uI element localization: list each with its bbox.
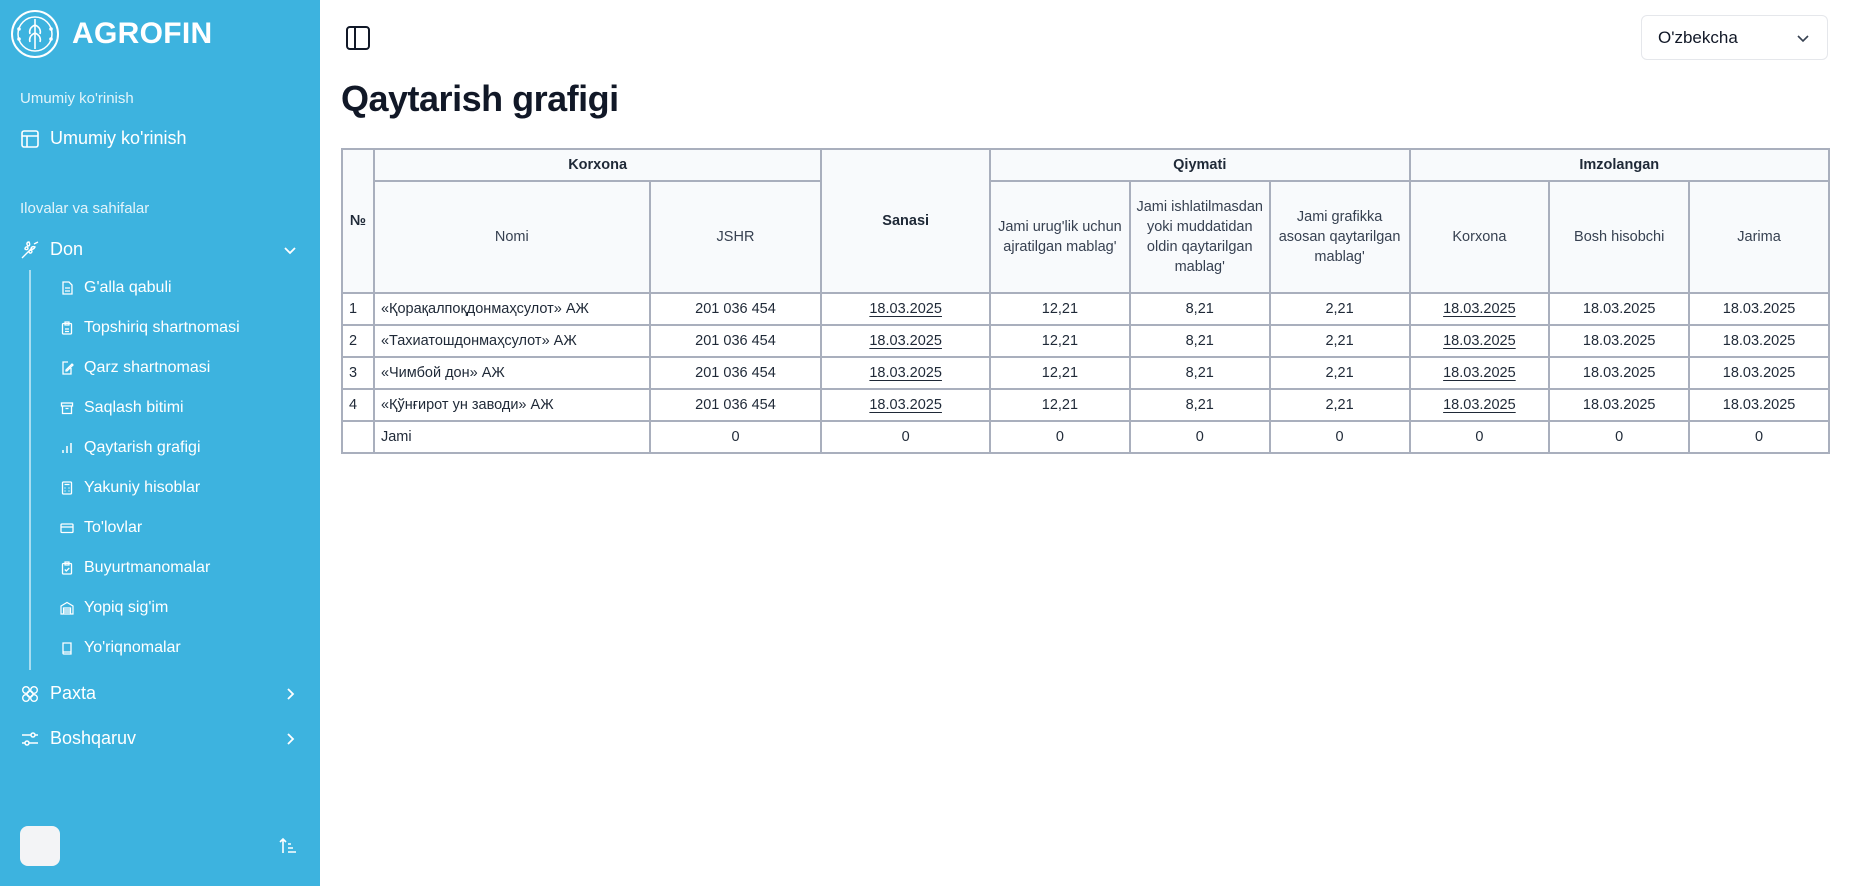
sidebar-item-label: Umumiy ko'rinish <box>50 128 187 148</box>
signed-link[interactable]: 18.03.2025 <box>1443 333 1516 349</box>
archive-icon <box>60 401 74 415</box>
cell-q3: 2,21 <box>1270 325 1410 357</box>
wheat-icon <box>20 240 40 260</box>
date-link[interactable]: 18.03.2025 <box>869 365 942 381</box>
header-i1: Korxona <box>1410 181 1550 293</box>
cell-jshr: 201 036 454 <box>650 325 822 357</box>
credit-card-icon <box>60 521 74 535</box>
sidebar-item-label: Topshiriq shartnomasi <box>84 319 240 336</box>
sidebar-item-yakuniy[interactable] <box>60 479 200 497</box>
submenu-line <box>29 270 31 670</box>
section-label-apps: Ilovalar va sahifalar <box>20 200 150 217</box>
cell-name: «Қорақалпоқдонмаҳсулот» АЖ <box>374 293 650 325</box>
signed-link[interactable]: 18.03.2025 <box>1443 301 1516 317</box>
file-edit-icon <box>60 361 74 375</box>
cell-num: 4 <box>342 389 374 421</box>
sidebar-item-tolovlar[interactable] <box>60 519 142 537</box>
cell-q3: 2,21 <box>1270 389 1410 421</box>
cell-date[interactable] <box>821 389 990 421</box>
sidebar-toggle-icon[interactable] <box>344 24 372 52</box>
cell-jshr: 201 036 454 <box>650 293 822 325</box>
cell-jshr: 201 036 454 <box>650 389 822 421</box>
cell-num: 2 <box>342 325 374 357</box>
cell-name: «Тахиатошдонмаҳсулот» АЖ <box>374 325 650 357</box>
sidebar-item-topshiriq[interactable] <box>60 319 240 337</box>
cotton-icon <box>20 684 40 704</box>
cell-num: 1 <box>342 293 374 325</box>
warehouse-icon <box>60 601 74 615</box>
cell-q1: 12,21 <box>990 293 1130 325</box>
cell-q1: 12,21 <box>990 357 1130 389</box>
sidebar-item-label: Saqlash bitimi <box>84 399 184 416</box>
header-q2: Jami ishlatilmasdan yoki muddatidan oldin qaytarilgan mablag' <box>1130 181 1270 293</box>
header-qiymati-group: Qiymati <box>990 149 1409 181</box>
chevron-right-icon <box>282 731 298 747</box>
schedule-table <box>341 148 1830 454</box>
cell-i2: 18.03.2025 <box>1549 357 1689 389</box>
calculator-icon <box>60 481 74 495</box>
cell-i1[interactable] <box>1410 325 1550 357</box>
cell-name: «Чимбой дон» АЖ <box>374 357 650 389</box>
date-link[interactable]: 18.03.2025 <box>869 333 942 349</box>
sidebar-item-label: Paxta <box>50 683 97 703</box>
total-i1: 0 <box>1410 421 1550 453</box>
header-jshr: JSHR <box>650 181 822 293</box>
sidebar <box>0 0 320 886</box>
total-row <box>342 421 1829 453</box>
total-q2: 0 <box>1130 421 1270 453</box>
clipboard-icon <box>60 321 74 335</box>
sidebar-item-label: Boshqaruv <box>50 728 137 748</box>
cell-q3: 2,21 <box>1270 293 1410 325</box>
date-link[interactable]: 18.03.2025 <box>869 397 942 413</box>
cell-i3: 18.03.2025 <box>1689 389 1829 421</box>
cell-i3: 18.03.2025 <box>1689 357 1829 389</box>
total-i3: 0 <box>1689 421 1829 453</box>
total-date: 0 <box>821 421 990 453</box>
cell-q2: 8,21 <box>1130 389 1270 421</box>
header-q3: Jami grafikka asosan qaytarilgan mablag' <box>1270 181 1410 293</box>
sidebar-item-buyurtmanomalar[interactable] <box>60 559 210 577</box>
signed-link[interactable]: 18.03.2025 <box>1443 365 1516 381</box>
total-i2: 0 <box>1549 421 1689 453</box>
header-i3: Jarima <box>1689 181 1829 293</box>
chevron-right-icon <box>282 686 298 702</box>
header-sanasi: Sanasi <box>821 149 990 293</box>
clipboard-check-icon <box>60 561 74 575</box>
cell-i2: 18.03.2025 <box>1549 389 1689 421</box>
sidebar-item-paxta[interactable] <box>20 683 300 704</box>
signed-link[interactable]: 18.03.2025 <box>1443 397 1516 413</box>
cell-date[interactable] <box>821 293 990 325</box>
cell-q1: 12,21 <box>990 325 1130 357</box>
avatar[interactable] <box>20 826 60 866</box>
sidebar-item-overview[interactable] <box>20 128 186 149</box>
layout-icon <box>20 129 40 149</box>
header-i2: Bosh hisobchi <box>1549 181 1689 293</box>
total-q1: 0 <box>990 421 1130 453</box>
sidebar-item-label: Yakuniy hisoblar <box>84 479 201 496</box>
cell-name: «Қўнғирот ун заводи» АЖ <box>374 389 650 421</box>
cell-i2: 18.03.2025 <box>1549 293 1689 325</box>
cell-i1[interactable] <box>1410 389 1550 421</box>
sidebar-item-boshqaruv[interactable] <box>20 728 300 749</box>
cell-q2: 8,21 <box>1130 357 1270 389</box>
cell-i2: 18.03.2025 <box>1549 325 1689 357</box>
cell-q2: 8,21 <box>1130 325 1270 357</box>
total-label: Jami <box>374 421 650 453</box>
cell-q2: 8,21 <box>1130 293 1270 325</box>
total-q3: 0 <box>1270 421 1410 453</box>
cell-jshr: 201 036 454 <box>650 357 822 389</box>
date-link[interactable]: 18.03.2025 <box>869 301 942 317</box>
sidebar-item-label: Buyurtmanomalar <box>84 559 211 576</box>
book-icon <box>60 641 74 655</box>
cell-i1[interactable] <box>1410 357 1550 389</box>
chevron-down-icon <box>282 242 298 258</box>
table-row <box>342 357 1829 389</box>
language-select[interactable] <box>1641 15 1828 60</box>
cell-date[interactable] <box>821 325 990 357</box>
header-q1: Jami urug'lik uchun ajratilgan mablag' <box>990 181 1130 293</box>
cell-q1: 12,21 <box>990 389 1130 421</box>
table-row <box>342 325 1829 357</box>
header-imzolangan-group: Imzolangan <box>1410 149 1830 181</box>
sidebar-item-qarz[interactable] <box>60 359 210 377</box>
page-title: Qaytarish grafigi <box>341 78 619 119</box>
sliders-icon <box>20 729 40 749</box>
cell-i3: 18.03.2025 <box>1689 325 1829 357</box>
sidebar-item-label: To'lovlar <box>84 519 143 536</box>
sidebar-item-label: Qarz shartnomasi <box>84 359 211 376</box>
sidebar-item-don[interactable] <box>20 239 300 260</box>
document-icon <box>60 281 74 295</box>
brand-name: AGROFIN <box>72 17 213 50</box>
total-jshr: 0 <box>650 421 822 453</box>
language-value: O'zbekcha <box>1658 27 1738 47</box>
cell-i1[interactable] <box>1410 293 1550 325</box>
cell-q3: 2,21 <box>1270 357 1410 389</box>
header-nomi: Nomi <box>374 181 650 293</box>
sidebar-item-label: Yopiq sig'im <box>84 599 169 616</box>
sidebar-item-label: Don <box>50 239 84 259</box>
cell-num <box>342 421 374 453</box>
cell-num: 3 <box>342 357 374 389</box>
header-num: № <box>342 149 374 293</box>
sort-ascending-icon[interactable] <box>278 836 298 856</box>
sidebar-item-galla-qabuli[interactable] <box>60 279 172 297</box>
table-row <box>342 293 1829 325</box>
bar-chart-icon <box>60 441 74 455</box>
header-korxona-group: Korxona <box>374 149 821 181</box>
brand[interactable] <box>10 9 212 59</box>
agrofin-logo-icon <box>10 9 60 59</box>
sidebar-item-qaytarish-grafigi[interactable] <box>60 439 201 457</box>
table-row <box>342 389 1829 421</box>
sidebar-item-saqlash[interactable] <box>60 399 184 417</box>
sidebar-item-label: Yo'riqnomalar <box>84 639 181 656</box>
sidebar-item-yopiq-sigim[interactable] <box>60 599 168 617</box>
sidebar-item-yoriqnomalar[interactable] <box>60 639 181 657</box>
cell-i3: 18.03.2025 <box>1689 293 1829 325</box>
chevron-down-icon <box>1795 30 1811 46</box>
section-label-overview: Umumiy ko'rinish <box>20 90 134 107</box>
sidebar-item-label: Qaytarish grafigi <box>84 439 201 456</box>
sidebar-item-label: G'alla qabuli <box>84 279 172 296</box>
cell-date[interactable] <box>821 357 990 389</box>
